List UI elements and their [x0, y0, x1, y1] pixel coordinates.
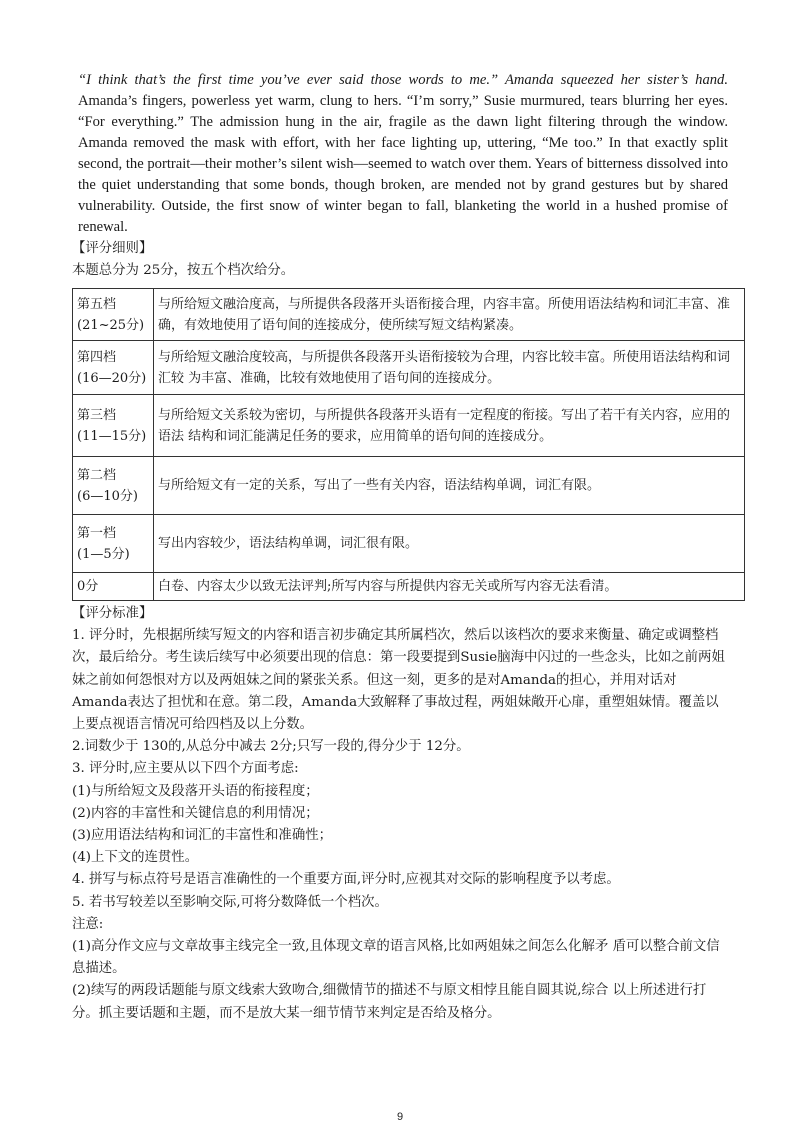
- table-row: [73, 395, 745, 457]
- standard-item: 5. 若书写较差以至影响交际,可将分数降低一个档次。: [72, 894, 388, 910]
- standard-item: (3)应用语法结构和词汇的丰富性和准确性；: [72, 828, 332, 844]
- level-range: (16—20分): [77, 370, 147, 386]
- level-description: 白卷、内容太少以致无法评判;所写内容与所提供内容无关或所写内容无法看清。: [154, 573, 745, 601]
- level-range: (1—5分): [77, 546, 130, 562]
- story-paragraph: [78, 70, 728, 238]
- level-description: 与所给短文融洽度高，与所提供各段落开头语衔接合理，内容丰富。所使用语法结构和词汇丰富、准确，有效地使用了语句间的连接成分，使所续写短文结构紧凑。: [154, 289, 745, 341]
- level-name: 第二档: [77, 467, 117, 483]
- standard-item: (4)上下文的连贯性。: [72, 850, 199, 866]
- level-description: 与所给短文关系较为密切，与所提供各段落开头语有一定程度的衔接。写出了若干有关内容，应用的语法 结构和词汇能满足任务的要求，应用简单的语句间的连接成分。: [154, 395, 745, 457]
- level-name: 第五档: [77, 296, 117, 312]
- level-description: 写出内容较少，语法结构单调，词汇很有限。: [154, 515, 745, 573]
- standard-item: 1. 评分时，先根据所续写短文的内容和语言初步确定其所属档次，然后以该档次的要求来衡量、确定或调整档次，最后给分。考生读后续写中必须要出现的信息：第一段要提到Susie脑海中闪过的一些念头，比如之前两姐妹之前如何怨恨对方以及两姐妹之间的紧张关系。但这一刻，更多的是对Amanda的担心，并用对话对Amanda表达了担忧和在意。第二段，Amanda大致解释了事故过程，两姐妹敞开心扉，重塑姐妹情。覆盖以上要点视语言情况可给四档及以上分数。: [72, 628, 725, 733]
- level-range: (6—10分): [77, 488, 138, 504]
- level-cell: [73, 341, 154, 395]
- level-name: 第四档: [77, 349, 117, 365]
- standard-item: 4. 拼写与标点符号是语言准确性的一个重要方面,评分时,应视其对交际的影响程度予以考虑。: [72, 872, 620, 888]
- story-italic-opening: “I think that’s the first time you’ve ever said those words to me.” Amanda squeezed her sister’s hand.: [78, 72, 728, 88]
- table-row: [73, 457, 745, 515]
- level-name: 0分: [77, 579, 99, 594]
- rubric-intro: 本题总分为 25分，按五个档次给分。: [72, 263, 295, 278]
- story-body: Amanda’s fingers, powerless yet warm, clung to hers. “I’m sorry,” Susie murmured, tears blurring her eyes. “For everything.” The admission hung in the air, fragile as the dawn light filtering through the window. Amanda removed the mask with effort, with her face lighting up, uttering, “Me too.” In that exactly split second, the portrait—their mother’s silent wish—seemed to watch over them. Years of bitterness dissolved into the quiet understanding that some bonds, though broken, are mended not by grand gestures but by shared vulnerability. Outside, the first snow of winter began to fall, blanketing the world in a hushed promise of renewal.: [78, 93, 728, 235]
- standard-item: 3. 评分时,应主要从以下四个方面考虑:: [72, 761, 299, 777]
- level-range: (21~25分): [77, 317, 145, 333]
- rubric-title: 【评分细则】: [72, 241, 153, 256]
- level-cell: [73, 515, 154, 573]
- level-cell: [73, 573, 154, 601]
- level-description: 与所给短文有一定的关系，写出了一些有关内容，语法结构单调，词汇有限。: [154, 457, 745, 515]
- standard-section: [72, 603, 732, 1025]
- level-description: 与所给短文融洽度较高，与所提供各段落开头语衔接较为合理，内容比较丰富。所使用语法结构和词汇较 为丰富、准确，比较有效地使用了语句间的连接成分。: [154, 341, 745, 395]
- rubric-table: [72, 288, 745, 601]
- table-row: [73, 341, 745, 395]
- standard-item: (1)与所给短文及段落开头语的衔接程度；: [72, 783, 319, 799]
- table-row: [73, 515, 745, 573]
- standard-item: (1)高分作文应与文章故事主线完全一致,且体现文章的语言风格,比如两姐妹之间怎么化解矛 盾可以整合前文信息描述。: [72, 939, 720, 977]
- table-row: [73, 573, 745, 601]
- standard-title: 【评分标准】: [72, 606, 153, 621]
- level-name: 第一档: [77, 525, 117, 541]
- standard-item: 2.词数少于 130的,从总分中减去 2分;只写一段的,得分少于 12分。: [72, 739, 470, 755]
- level-cell: [73, 457, 154, 515]
- page-content: [72, 70, 731, 1025]
- standard-item: 注意:: [72, 916, 104, 932]
- level-cell: [73, 395, 154, 457]
- level-cell: [73, 289, 154, 341]
- level-name: 第三档: [77, 407, 117, 423]
- page-number: 9: [396, 1111, 404, 1123]
- standard-item: (2)内容的丰富性和关键信息的利用情况；: [72, 805, 319, 821]
- table-row: [73, 289, 745, 341]
- level-range: (11—15分): [77, 428, 147, 444]
- standard-item: (2)续写的两段话题能与原文线索大致吻合,细微情节的描述不与原文相悖且能自圆其说,综合 以上所述进行打分。抓主要话题和主题，而不是放大某一细节情节来判定是否给及格分。: [72, 983, 707, 1021]
